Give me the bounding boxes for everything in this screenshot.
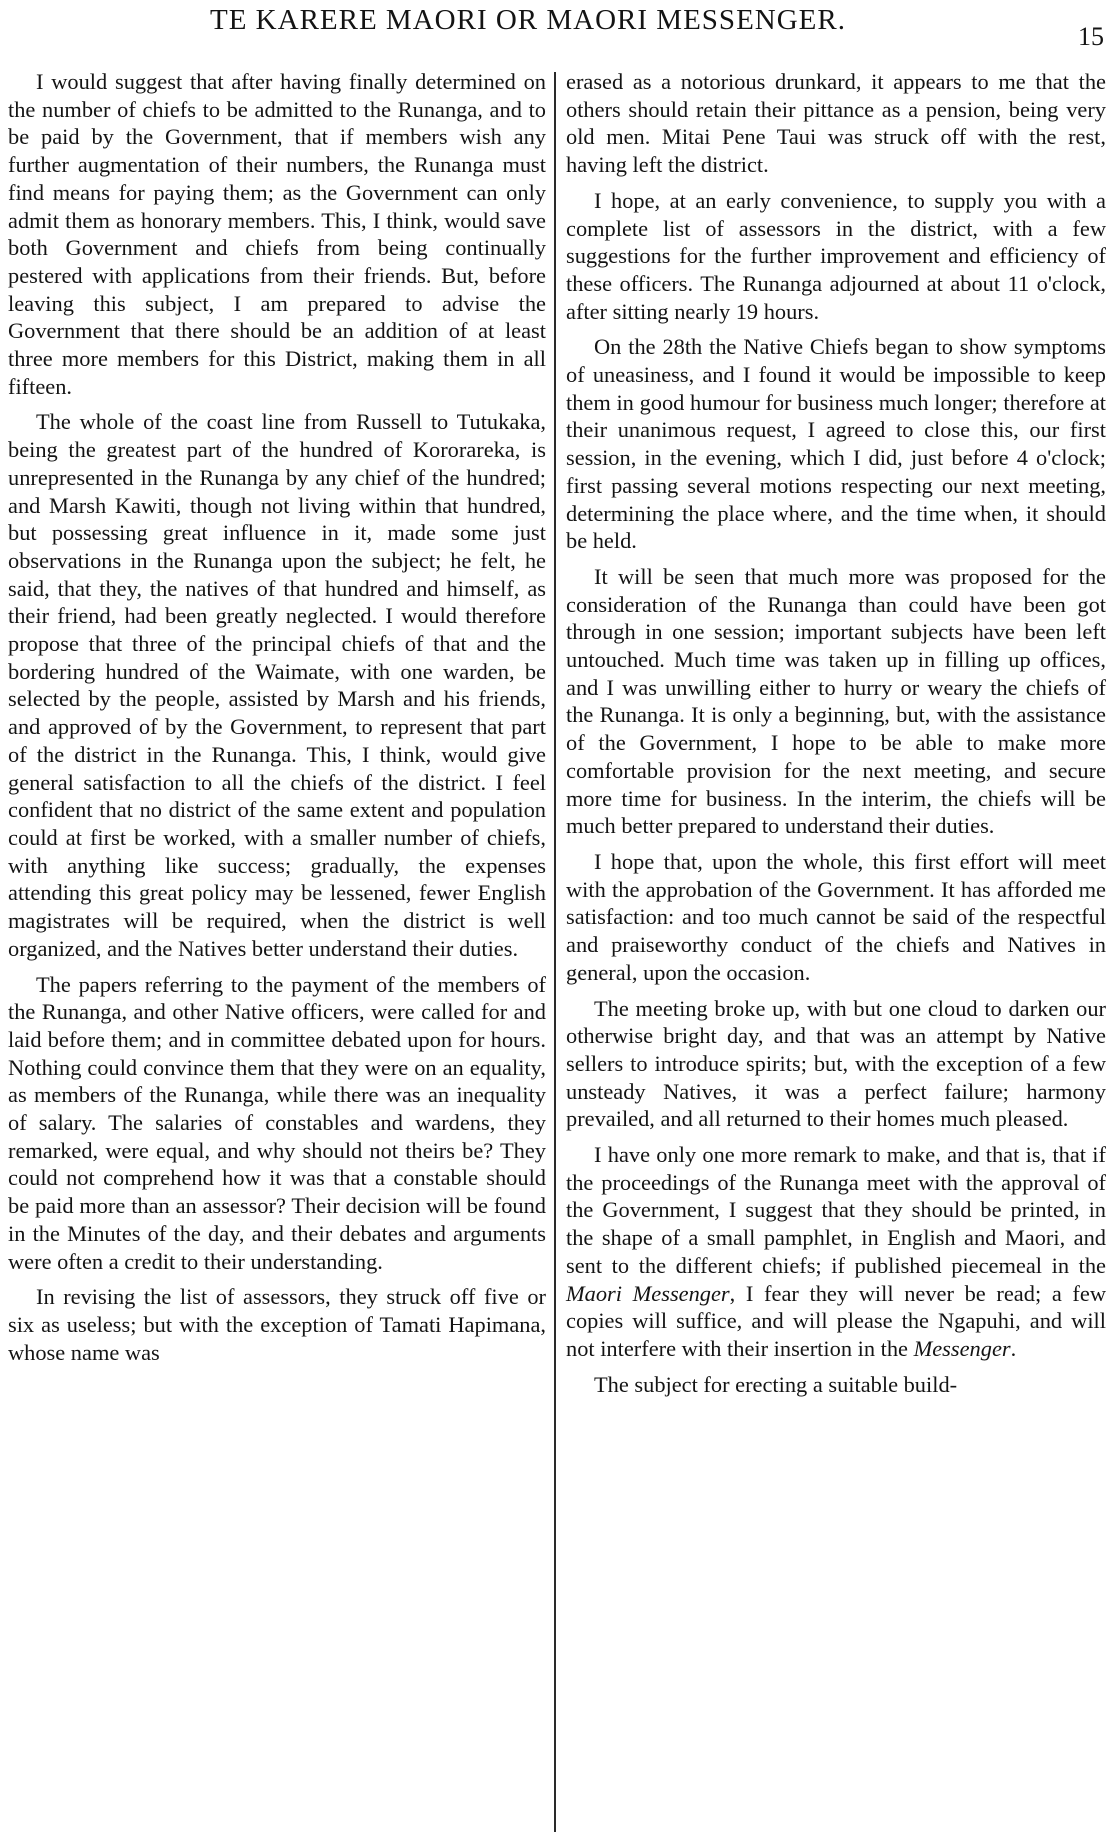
right-column [566,68,1106,1406]
paragraph [566,1141,1106,1363]
paragraph: I would suggest that after having finally determined on the number of chiefs to be admitted to the Runanga, and to be paid by the Government, that if members wish any further augmentation of their numbers, the Runanga must find means for paying them; as the Government can only admit them as honorary members. This, I think, would save both Government and chiefs from being continually pestered with applications from their friends. But, before leaving this subject, I am prepared to advise the Government that there should be an addition of at least three more members for this District, making them in all fifteen. [8,69,546,399]
paragraph: In revising the list of assessors, they struck off five or six as useless; but with the exception of Tamati Hapimana, whose name was [8,1284,546,1365]
italic-publication-name: Messenger [913,1335,1011,1361]
text-run: , I fear they will never be read; a few copies will suffice, and will please the Ngapuhi, and will not interfere with their insertion in the [566,1280,1106,1361]
paragraph: I hope, at an early convenience, to supply you with a complete list of assessors in the district, with a few suggestions for the further improvement and efficiency of these officers. The Runanga adjourned at about 11 o'clock, after sitting nearly 19 hours. [566,187,1106,324]
paragraph-continued: erased as a notorious drunkard, it appears to me that the others should retain their pittance as a pension, being very old men. Mitai Pene Taui was struck off with the rest, having left the district. [566,69,1106,178]
paragraph: The meeting broke up, with but one cloud to darken our otherwise bright day, and that was an attempt by Native sellers to introduce spirits; but, with the exception of a few unsteady Natives, it was a perfect failure; harmony prevailed, and all returned to their homes much pleased. [566,995,1106,1132]
italic-publication-name: Maori Messenger [566,1280,730,1306]
newspaper-title: TE KARERE MAORI OR MAORI MESSENGER. [210,4,846,36]
text-run: I have only one more remark to make, and that is, that if the proceedings of the Runanga meet with the approval of the Government, I suggest that they should be printed, in the shape of a small pamphlet, in English and Maori, and sent to the different chiefs; if published piecemeal in the [566,1142,1106,1278]
page-header [0,4,1114,54]
text-run: . [1010,1335,1017,1361]
paragraph: The papers referring to the payment of the members of the Runanga, and other Native officers, were called for and laid before them; and in committee debated upon for hours. Nothing could convince them that they were on an equality, as members of the Runanga, while there was an inequality of salary. The salaries of constables and wardens, they remarked, were equal, and why should not theirs be? They could not comprehend how it was that a constable should be paid more than an assessor? Their decision will be found in the Minutes of the day, and their debates and arguments were often a credit to their understanding. [8,971,546,1274]
paragraph: The whole of the coast line from Russell to Tutukaka, being the greatest part of the hundred of Kororareka, is unrepresented in the Runanga by any chief of the hundred; and Marsh Kawiti, though not living within that hundred, but possessing great influence in it, made some just observations in the Runanga upon the subject; he felt, he said, that they, the natives of that hundred and himself, as their friend, had been greatly neglected. I would therefore propose that three of the principal chiefs of that and the bordering hundred of the Waimate, with one warden, be selected by the people, assisted by Marsh and his friends, and approved of by the Government, to represent that part of the district in the Runanga. This, I think, would give general satisfaction to all the chiefs of the district. I feel confident that no district of the same extent and population could at first be worked, with a smaller number of chiefs, with anything like success; gradually, the expenses attending this great policy may be lessened, fewer English magistrates will be required, when the district is well organized, and the Natives better understand their duties. [8,409,546,961]
paragraph: It will be seen that much more was proposed for the consideration of the Runanga than could have been got through in one session; important subjects have been left untouched. Much time was taken up in filling up offices, and I was unwilling either to hurry or weary the chiefs of the Runanga. It is only a beginning, but, with the assistance of the Government, I hope to be able to make more comfortable provision for the next meeting, and secure more time for business. In the interim, the chiefs will be much better prepared to understand their duties. [566,563,1106,839]
paragraph: I hope that, upon the whole, this first effort will meet with the approbation of the Government. It has afforded me satisfaction: and too much cannot be said of the respectful and praiseworthy conduct of the chiefs and Natives in general, upon the occasion. [566,848,1106,985]
left-column [8,68,546,1374]
paragraph: On the 28th the Native Chiefs began to show symptoms of uneasiness, and I found it would be impossible to keep them in good humour for business much longer; therefore at their unanimous request, I agreed to close this, our first session, in the evening, which I did, just before 4 o'clock; first passing several motions respecting our next meeting, determining the place where, and the time when, it should be held. [566,334,1106,554]
page-number: 15 [1078,22,1104,51]
column-divider [554,72,556,1832]
paragraph: The subject for erecting a suitable build- [594,1371,958,1397]
